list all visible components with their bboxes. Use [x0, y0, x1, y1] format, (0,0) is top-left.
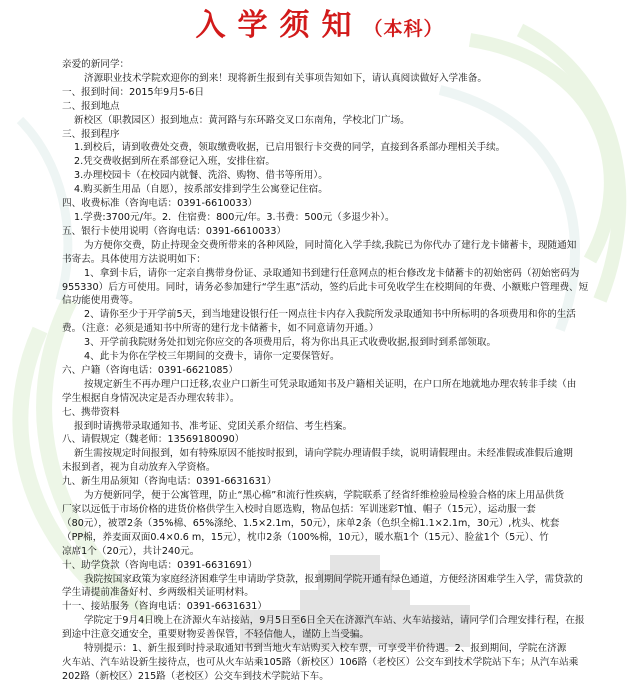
procedure-step-1: 1.到校后，请到收费处交费，领取缴费收据，已启用银行卡交费的同学，直接到各系部办理相关手续。 — [74, 142, 506, 154]
section-heading-8: 八、请假规定（魏老师：13569180090） — [62, 434, 245, 446]
supplies-line-3: （80元），被罩2条（35%棉、65%涤纶、1.5×2.1m，50元），床单2条（色织全棉1.1×2.1m，30元）,枕头、枕套 — [62, 517, 560, 529]
page-title — [0, 6, 639, 46]
title-main: 入学须知 — [195, 8, 364, 43]
special-note-1: 特别提示：1、新生报到时持录取通知书到当地火车站购买入校车票，可享受半价待遇。2、报到期间，学院在济源 — [84, 643, 567, 655]
loan-line-2: 学生请提前准备好村、乡两级相关证明材料。 — [62, 587, 254, 599]
section-heading-10: 十、助学贷款（咨询电话：0391-6631691） — [62, 559, 258, 571]
section-heading-4: 四、收费标准（咨询电话：0391-6610033） — [62, 198, 258, 210]
section-heading-1: 一、报到时间：2015年9月5-6日 — [62, 86, 205, 98]
procedure-step-3: 3.办理校园卡（在校园内就餐、洗浴、购物、借书等所用）。 — [74, 170, 328, 182]
section-heading-7: 七、携带资料 — [62, 406, 120, 418]
procedure-step-2: 2.凭交费收据到所在系部登记入班，安排住宿。 — [74, 156, 276, 168]
supplies-line-5: 凉席1个（20元），共计240元。 — [62, 545, 200, 557]
section-heading-2: 二、报到地点 — [62, 100, 120, 112]
bank-card-intro-2: 书寄去。具体使用方法说明如下： — [62, 253, 206, 265]
bank-card-item-2b: 费。（注意：必须是通知书中所寄的建行龙卡储蓄卡，如不同意请勿开通。） — [62, 323, 379, 335]
bank-card-item-1b: 955330）后方可使用。同时，请务必参加建行“学生惠”活动，签约后此卡可免收学生在校期间的年费、小额账户管理费、短 — [62, 281, 589, 293]
procedure-step-4: 4.购买新生用品（自愿），按系部安排到学生公寓登记住宿。 — [74, 184, 328, 196]
special-note-3: 202路（新校区）215路（老校区）公交车到技术学院站下车。 — [62, 670, 329, 682]
loan-line-1: 我院按国家政策为家庭经济困难学生申请助学贷款，报到期间学院开通有绿色通道，方便经济困难学生入学，需贷款的 — [84, 573, 583, 585]
line-greeting: 亲爱的新同学： — [62, 59, 130, 70]
supplies-line-2: 厂家以远低于市场价格的进货价格供学生入校时自愿选购，物品包括：军训迷彩T恤、帽子（15元），运动服一套 — [62, 504, 536, 515]
section-heading-11: 十一、接站服务（咨询电话：0391-6631631） — [62, 601, 267, 613]
fee-standard: 1.学费:3700元/年。2．住宿费：800元/年。3.书费：500元（多退少补）。 — [74, 211, 395, 223]
pickup-line-1: 学院定于9月4日晚上在济源火车站接站，9月5日至6日全天在济源汽车站、火车站接站，请同学们合理安排行程，在报 — [84, 615, 585, 627]
title-sub: （本科） — [363, 18, 444, 40]
bank-card-item-1c: 信功能使用费等。 — [62, 295, 139, 307]
household-line-2: 学生根据自身情况决定是否办理农转非）。 — [62, 392, 240, 404]
section-heading-5: 五、银行卡使用说明（咨询电话：0391-6610033） — [62, 225, 287, 237]
supplies-line-4: （PP棉，养麦面双面0.4×0.6 m，15元），枕巾2条（100%棉，10元），暖水瓶1个（15元）、脸盆1个（5元）、竹 — [62, 531, 549, 543]
bank-card-item-4: 4、此卡为你在学校三年期间的交费卡，请你一定要保管好。 — [84, 351, 340, 363]
bank-card-item-1a: 1、拿到卡后，请你一定亲自携带身份证、录取通知书到建行任意网点的柜台修改龙卡储蓄卡的初始密码（初始密码为 — [84, 267, 580, 279]
pickup-line-2: 到途中注意交通安全，重要财物妥善保管，不轻信他人，谨防上当受骗。 — [62, 629, 369, 641]
special-note-2: 火车站、汽车站设新生接待点，也可从火车站乘105路（新校区）106路（老校区）公交车到技术学院站下车；从汽车站乘 — [62, 656, 579, 668]
bank-card-item-2a: 2、请你至少于开学前5天，到当地建设银行任一网点往卡内存入我院所发录取通知书中所标明的各项费用和你的生活 — [84, 309, 576, 321]
bank-card-item-3: 3、开学前我院财务处扣划完你应交的各项费用后，将为你出具正式收费收据,报到时到系部领取。 — [84, 337, 497, 349]
materials-line: 报到时请携带录取通知书、准考证、党团关系介绍信、考生档案。 — [74, 420, 353, 432]
household-line-1: 按规定新生不再办理户口迁移,农业户口新生可凭录取通知书及户籍相关证明，在户口所在地就地办理农转非手续（由 — [84, 378, 577, 390]
bank-card-intro-1: 为方便你交费，防止持现金交费所带来的各种风险，同时简化入学手续,我院已为你代办了建行龙卡储蓄卡，现随通知 — [84, 239, 577, 251]
section-heading-3: 三、报到程序 — [62, 128, 120, 140]
line-location: 新校区（职教园区）报到地点：黄河路与东环路交叉口东南角，学校北门广场。 — [74, 114, 410, 126]
notice-body — [62, 58, 614, 684]
leave-line-1: 新生需按规定时间报到，如有特殊原因不能按时报到，请向学院办理请假手续，说明请假理由。未经准假或准假后逾期 — [74, 448, 573, 460]
supplies-line-1: 为方便新同学，便于公寓管理，防止“黑心棉”和流行性疾病，学院联系了经省纤维检验局检验合格的床上用品供货 — [84, 490, 565, 502]
section-heading-9: 九、新生用品须知（咨询电话：0391-6631631） — [62, 476, 277, 488]
leave-line-2: 未报到者，视为自动放弃入学资格。 — [62, 462, 216, 474]
section-heading-6: 六、户籍（咨询电话：0391-6621085） — [62, 364, 239, 376]
line-intro: 济源职业技术学院欢迎你的到来！现将新生报到有关事项告知如下，请认真阅读做好入学准备。 — [84, 72, 487, 84]
